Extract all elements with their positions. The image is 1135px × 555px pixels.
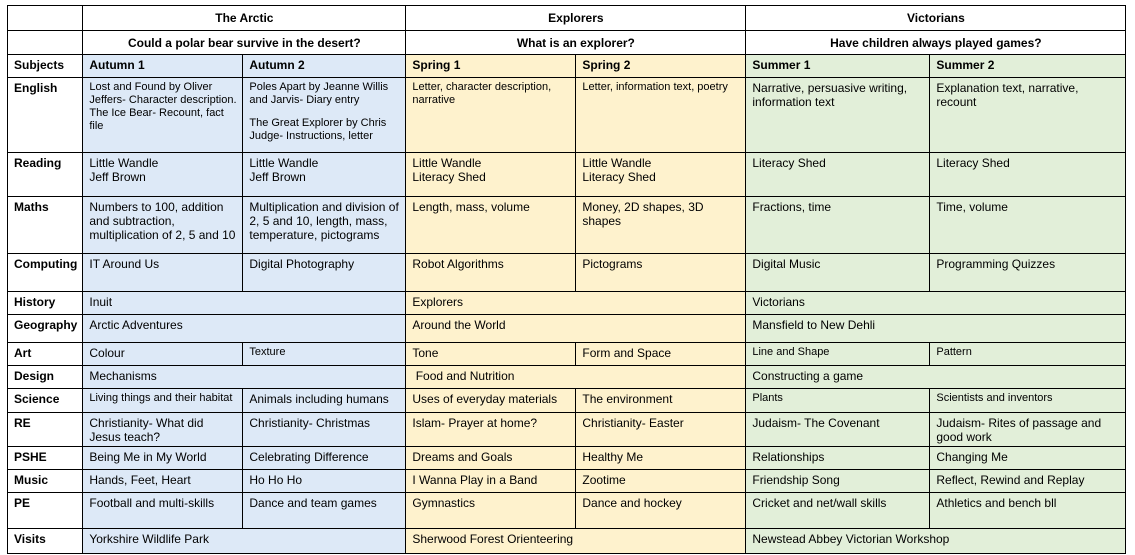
row-history [8, 292, 1126, 315]
subject-label: Design [8, 366, 83, 389]
reading-autumn-1-line-1: Little Wandle [89, 156, 159, 170]
pshe-spring-2: Healthy Me [576, 447, 746, 470]
history-summer: Victorians [746, 292, 1126, 315]
re-spring-2: Christianity- Easter [576, 413, 746, 447]
row-visits [8, 529, 1126, 554]
row-maths [8, 197, 1126, 254]
reading-autumn-1-line-2: Jeff Brown [89, 170, 146, 184]
computing-autumn-1: IT Around Us [83, 254, 243, 292]
pe-summer-1: Cricket and net/wall skills [746, 493, 930, 529]
history-autumn: Inuit [83, 292, 406, 315]
subject-label: Maths [8, 197, 83, 254]
term-autumn-2: Autumn 2 [243, 55, 406, 78]
row-design [8, 366, 1126, 389]
subjects-header: Subjects [8, 55, 83, 78]
computing-summer-2: Programming Quizzes [930, 254, 1126, 292]
question-explorers: What is an explorer? [406, 31, 746, 55]
visits-summer: Newstead Abbey Victorian Workshop [746, 529, 1126, 554]
re-summer-1: Judaism- The Covenant [746, 413, 930, 447]
pe-summer-2: Athletics and bench bll [930, 493, 1126, 529]
pshe-autumn-1: Being Me in My World [83, 447, 243, 470]
maths-summer-1: Fractions, time [746, 197, 930, 254]
row-computing [8, 254, 1126, 292]
art-spring-2: Form and Space [576, 343, 746, 366]
maths-autumn-2: Multiplication and division of 2, 5 and 10, length, mass, temperature, pictograms [243, 197, 406, 254]
pe-spring-2: Dance and hockey [576, 493, 746, 529]
english-autumn-1: Lost and Found by Oliver Jeffers- Character description. The Ice Bear- Recount, fact file [83, 78, 243, 153]
reading-autumn-2-line-2: Jeff Brown [249, 170, 306, 184]
subject-label: RE [8, 413, 83, 447]
reading-spring-1 [406, 153, 576, 197]
science-autumn-1: Living things and their habitat [83, 389, 243, 413]
design-summer: Constructing a game [746, 366, 1126, 389]
maths-spring-2: Money, 2D shapes, 3D shapes [576, 197, 746, 254]
english-autumn-2-line-2: The Great Explorer by Chris Judge- Instructions, letter [249, 117, 387, 142]
visits-autumn: Yorkshire Wildlife Park [83, 529, 406, 554]
subject-label: PE [8, 493, 83, 529]
question-arctic: Could a polar bear survive in the desert? [83, 31, 406, 55]
computing-autumn-2: Digital Photography [243, 254, 406, 292]
reading-summer-2: Literacy Shed [930, 153, 1126, 197]
term-autumn-1: Autumn 1 [83, 55, 243, 78]
pe-spring-1: Gymnastics [406, 493, 576, 529]
english-autumn-2-line-1: Poles Apart by Jeanne Willis and Jarvis- Diary entry [249, 81, 389, 106]
reading-autumn-1 [83, 153, 243, 197]
re-autumn-2: Christianity- Christmas [243, 413, 406, 447]
row-music [8, 470, 1126, 493]
music-summer-2: Reflect, Rewind and Replay [930, 470, 1126, 493]
computing-spring-2: Pictograms [576, 254, 746, 292]
music-summer-1: Friendship Song [746, 470, 930, 493]
term-header-row [8, 55, 1126, 78]
subject-label: History [8, 292, 83, 315]
english-summer-1: Narrative, persuasive writing, information text [746, 78, 930, 153]
term-summer-2: Summer 2 [930, 55, 1126, 78]
art-autumn-2: Texture [243, 343, 406, 366]
theme-victorians: Victorians [746, 6, 1126, 31]
row-pe [8, 493, 1126, 529]
science-summer-2: Scientists and inventors [930, 389, 1126, 413]
subject-label: Music [8, 470, 83, 493]
row-re [8, 413, 1126, 447]
english-spring-2: Letter, information text, poetry [576, 78, 746, 153]
reading-spring-2-line-1: Little Wandle [582, 156, 652, 170]
pshe-summer-1: Relationships [746, 447, 930, 470]
subject-label: English [8, 78, 83, 153]
reading-autumn-2 [243, 153, 406, 197]
computing-summer-1: Digital Music [746, 254, 930, 292]
geography-summer: Mansfield to New Dehli [746, 315, 1126, 343]
subject-label: Reading [8, 153, 83, 197]
maths-summer-2: Time, volume [930, 197, 1126, 254]
subject-label: Geography [8, 315, 83, 343]
design-spring: Food and Nutrition [406, 366, 746, 389]
row-science [8, 389, 1126, 413]
subject-label: PSHE [8, 447, 83, 470]
reading-summer-1: Literacy Shed [746, 153, 930, 197]
question-corner-cell [8, 31, 83, 55]
english-spring-1: Letter, character description, narrative [406, 78, 576, 153]
english-autumn-2 [243, 78, 406, 153]
pshe-spring-1: Dreams and Goals [406, 447, 576, 470]
science-spring-1: Uses of everyday materials [406, 389, 576, 413]
visits-spring: Sherwood Forest Orienteering [406, 529, 746, 554]
term-spring-2: Spring 2 [576, 55, 746, 78]
reading-spring-1-line-1: Little Wandle [412, 156, 482, 170]
computing-spring-1: Robot Algorithms [406, 254, 576, 292]
design-autumn: Mechanisms [83, 366, 406, 389]
reading-spring-2 [576, 153, 746, 197]
geography-autumn: Arctic Adventures [83, 315, 406, 343]
row-english [8, 78, 1126, 153]
term-spring-1: Spring 1 [406, 55, 576, 78]
pe-autumn-1: Football and multi-skills [83, 493, 243, 529]
science-autumn-2: Animals including humans [243, 389, 406, 413]
row-pshe [8, 447, 1126, 470]
corner-cell [8, 6, 83, 31]
pshe-autumn-2: Celebrating Difference [243, 447, 406, 470]
art-spring-1: Tone [406, 343, 576, 366]
maths-spring-1: Length, mass, volume [406, 197, 576, 254]
english-summer-2: Explanation text, narrative, recount [930, 78, 1126, 153]
subject-label: Computing [8, 254, 83, 292]
art-summer-1: Line and Shape [746, 343, 930, 366]
art-autumn-1: Colour [83, 343, 243, 366]
re-summer-2: Judaism- Rites of passage and good work [930, 413, 1126, 447]
row-art [8, 343, 1126, 366]
music-autumn-1: Hands, Feet, Heart [83, 470, 243, 493]
reading-spring-1-line-2: Literacy Shed [412, 170, 486, 184]
maths-autumn-1: Numbers to 100, addition and subtraction, multiplication of 2, 5 and 10 [83, 197, 243, 254]
art-summer-2: Pattern [930, 343, 1126, 366]
row-reading [8, 153, 1126, 197]
music-spring-1: I Wanna Play in a Band [406, 470, 576, 493]
subject-label: Science [8, 389, 83, 413]
theme-explorers: Explorers [406, 6, 746, 31]
science-summer-1: Plants [746, 389, 930, 413]
row-geography [8, 315, 1126, 343]
question-row [8, 31, 1126, 55]
music-spring-2: Zootime [576, 470, 746, 493]
re-spring-1: Islam- Prayer at home? [406, 413, 576, 447]
reading-autumn-2-line-1: Little Wandle [249, 156, 319, 170]
geography-spring: Around the World [406, 315, 746, 343]
subject-label: Art [8, 343, 83, 366]
history-spring: Explorers [406, 292, 746, 315]
curriculum-table [7, 5, 1126, 554]
science-spring-2: The environment [576, 389, 746, 413]
subject-label: Visits [8, 529, 83, 554]
pshe-summer-2: Changing Me [930, 447, 1126, 470]
re-autumn-1: Christianity- What did Jesus teach? [83, 413, 243, 447]
reading-spring-2-line-2: Literacy Shed [582, 170, 656, 184]
theme-arctic: The Arctic [83, 6, 406, 31]
term-summer-1: Summer 1 [746, 55, 930, 78]
theme-row [8, 6, 1126, 31]
question-victorians: Have children always played games? [746, 31, 1126, 55]
pe-autumn-2: Dance and team games [243, 493, 406, 529]
music-autumn-2: Ho Ho Ho [243, 470, 406, 493]
